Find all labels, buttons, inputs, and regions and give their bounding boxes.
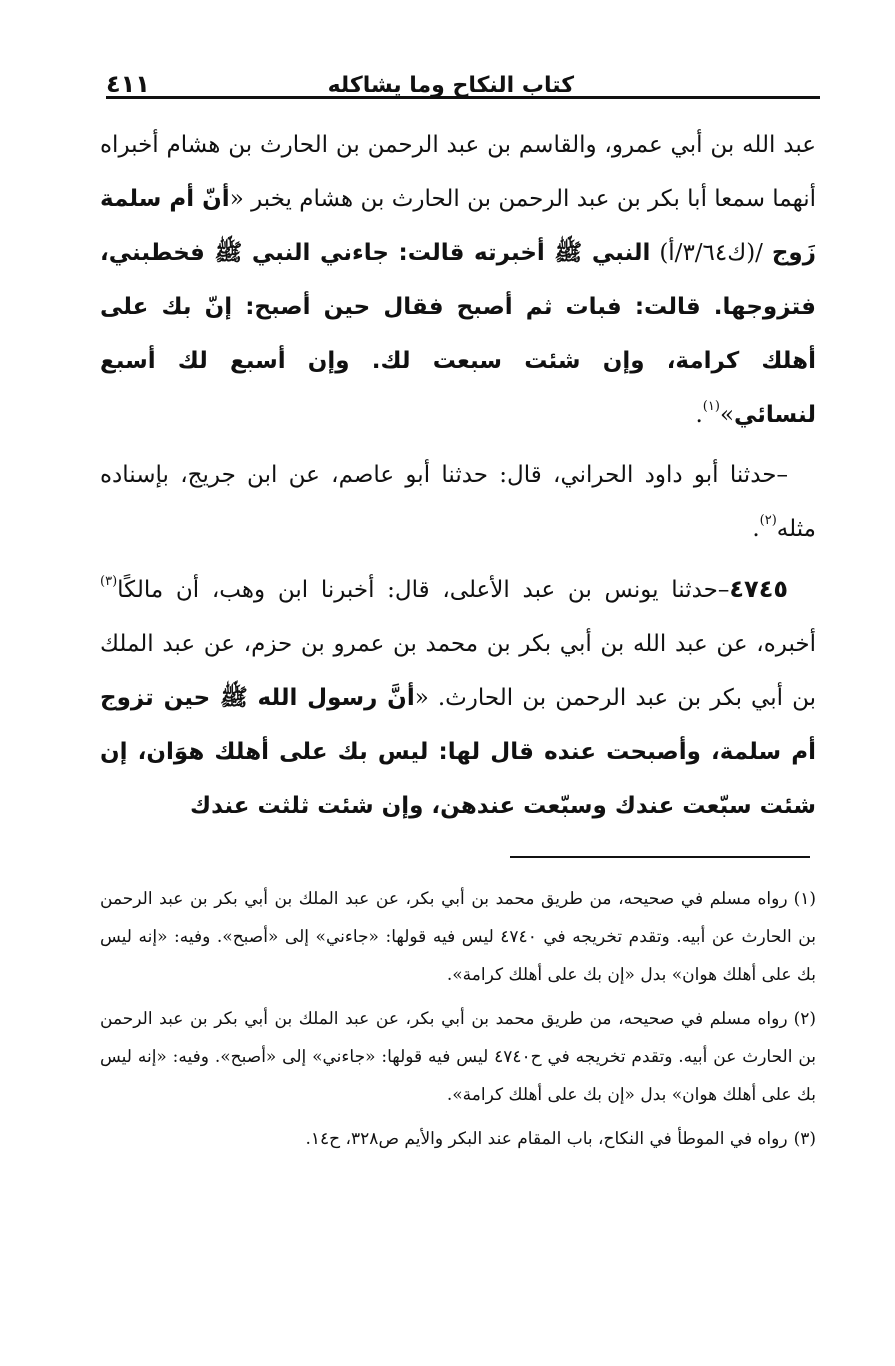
- footnote-text: رواه مسلم في صحيحه، من طريق محمد بن أبي بكر، عن عبد الملك بن أبي بكر بن عبد الرحمن بن الحارث عن أبيه. وتقدم تخريجه في ح٤٧٤٠ ليس فيه قولها: «جاءني» إلى «أصبح». وفيه: «إنه ليس بك على أهلك هوان» بدل «إن بك على أهلك كرامة».: [100, 1009, 816, 1105]
- isnad-text: –حدثنا أبو داود الحراني، قال: حدثنا أبو عاصم، عن ابن جريج، بإسناده مثله: [100, 462, 816, 542]
- main-text: [100, 118, 816, 833]
- matn-text: النبي ﷺ أخبرته قالت: جاءني النبي ﷺ فخطبني، فتزوجها. قالت: فبات ثم أصبح فقال حين أصبح: إنّ بك على أهلك كرامة، وإن شئت سبعت لك. وإن أسبع لك أسبع لنسائي: [100, 240, 816, 428]
- hadith-paragraph-1: [100, 118, 816, 442]
- page-number: ٤١١: [106, 70, 150, 98]
- footnote-3: [100, 1120, 816, 1158]
- sentence-end: .: [752, 516, 760, 542]
- footnote-ref-2: (٢): [759, 513, 777, 528]
- hadith-paragraph-2: [100, 448, 816, 556]
- footnote-number: (٣): [793, 1129, 816, 1149]
- footnote-number: (١): [793, 889, 816, 909]
- sentence-end: .: [695, 402, 703, 428]
- footnote-1: [100, 880, 816, 994]
- hadith-paragraph-3: [100, 562, 816, 833]
- footnotes: [100, 880, 816, 1164]
- footnote-separator: [510, 856, 810, 858]
- page-header: [106, 58, 820, 98]
- footnote-text: رواه مسلم في صحيحه، من طريق محمد بن أبي بكر، عن عبد الملك بن أبي بكر بن عبد الرحمن بن الحارث عن أبيه. وتقدم تخريجه في ٤٧٤٠ ليس فيه قولها: «جاءني» إلى «أصبح». وفيه: «إنه ليس بك على أهلك هوان» بدل «إن بك على أهلك كرامة».: [100, 889, 816, 985]
- matn-text: أنَّ رسول الله ﷺ حين تزوج أم سلمة، وأصبحت عنده قال لها: ليس بك على أهلك هوَان، إن شئت سبّعت عندك وسبّعت عندهن، وإن شئت ثلثت عندك: [100, 685, 816, 819]
- footnote-ref-1: (١): [702, 399, 720, 414]
- isnad-text: عبد الله بن أبي عمرو، والقاسم بن عبد الرحمن بن الحارث بن هشام أخبراه أنهما سمعا أبا بكر بن عبد الرحمن بن الحارث بن هشام يخبر «: [100, 132, 816, 212]
- matn-text-start: أنّ أم سلمة زَوج: [100, 186, 816, 266]
- manuscript-reference: /(ك٣/٦٤/أ): [650, 240, 772, 266]
- footnote-number: (٢): [793, 1009, 816, 1029]
- closing-quote: »: [719, 402, 735, 428]
- header-rule: [106, 96, 820, 99]
- running-title: كتاب النكاح وما يشاكله: [327, 73, 574, 98]
- footnote-text: رواه في الموطأ في النكاح، باب المقام عند البكر والأيم ص٣٢٨، ح١٤.: [305, 1129, 788, 1149]
- isnad-text: –حدثنا يونس بن عبد الأعلى، قال: أخبرنا ابن وهب، أن مالكًا: [117, 577, 730, 603]
- isnad-text-continued: أخبره، عن عبد الله بن أبي بكر بن محمد بن عمرو بن حزم، عن عبد الملك بن أبي بكر بن عبد الرحمن بن الحارث. «: [100, 631, 816, 711]
- footnote-ref-3: (٣): [100, 574, 118, 589]
- footnote-2: [100, 1000, 816, 1114]
- hadith-number: ٤٧٤٥: [729, 575, 788, 603]
